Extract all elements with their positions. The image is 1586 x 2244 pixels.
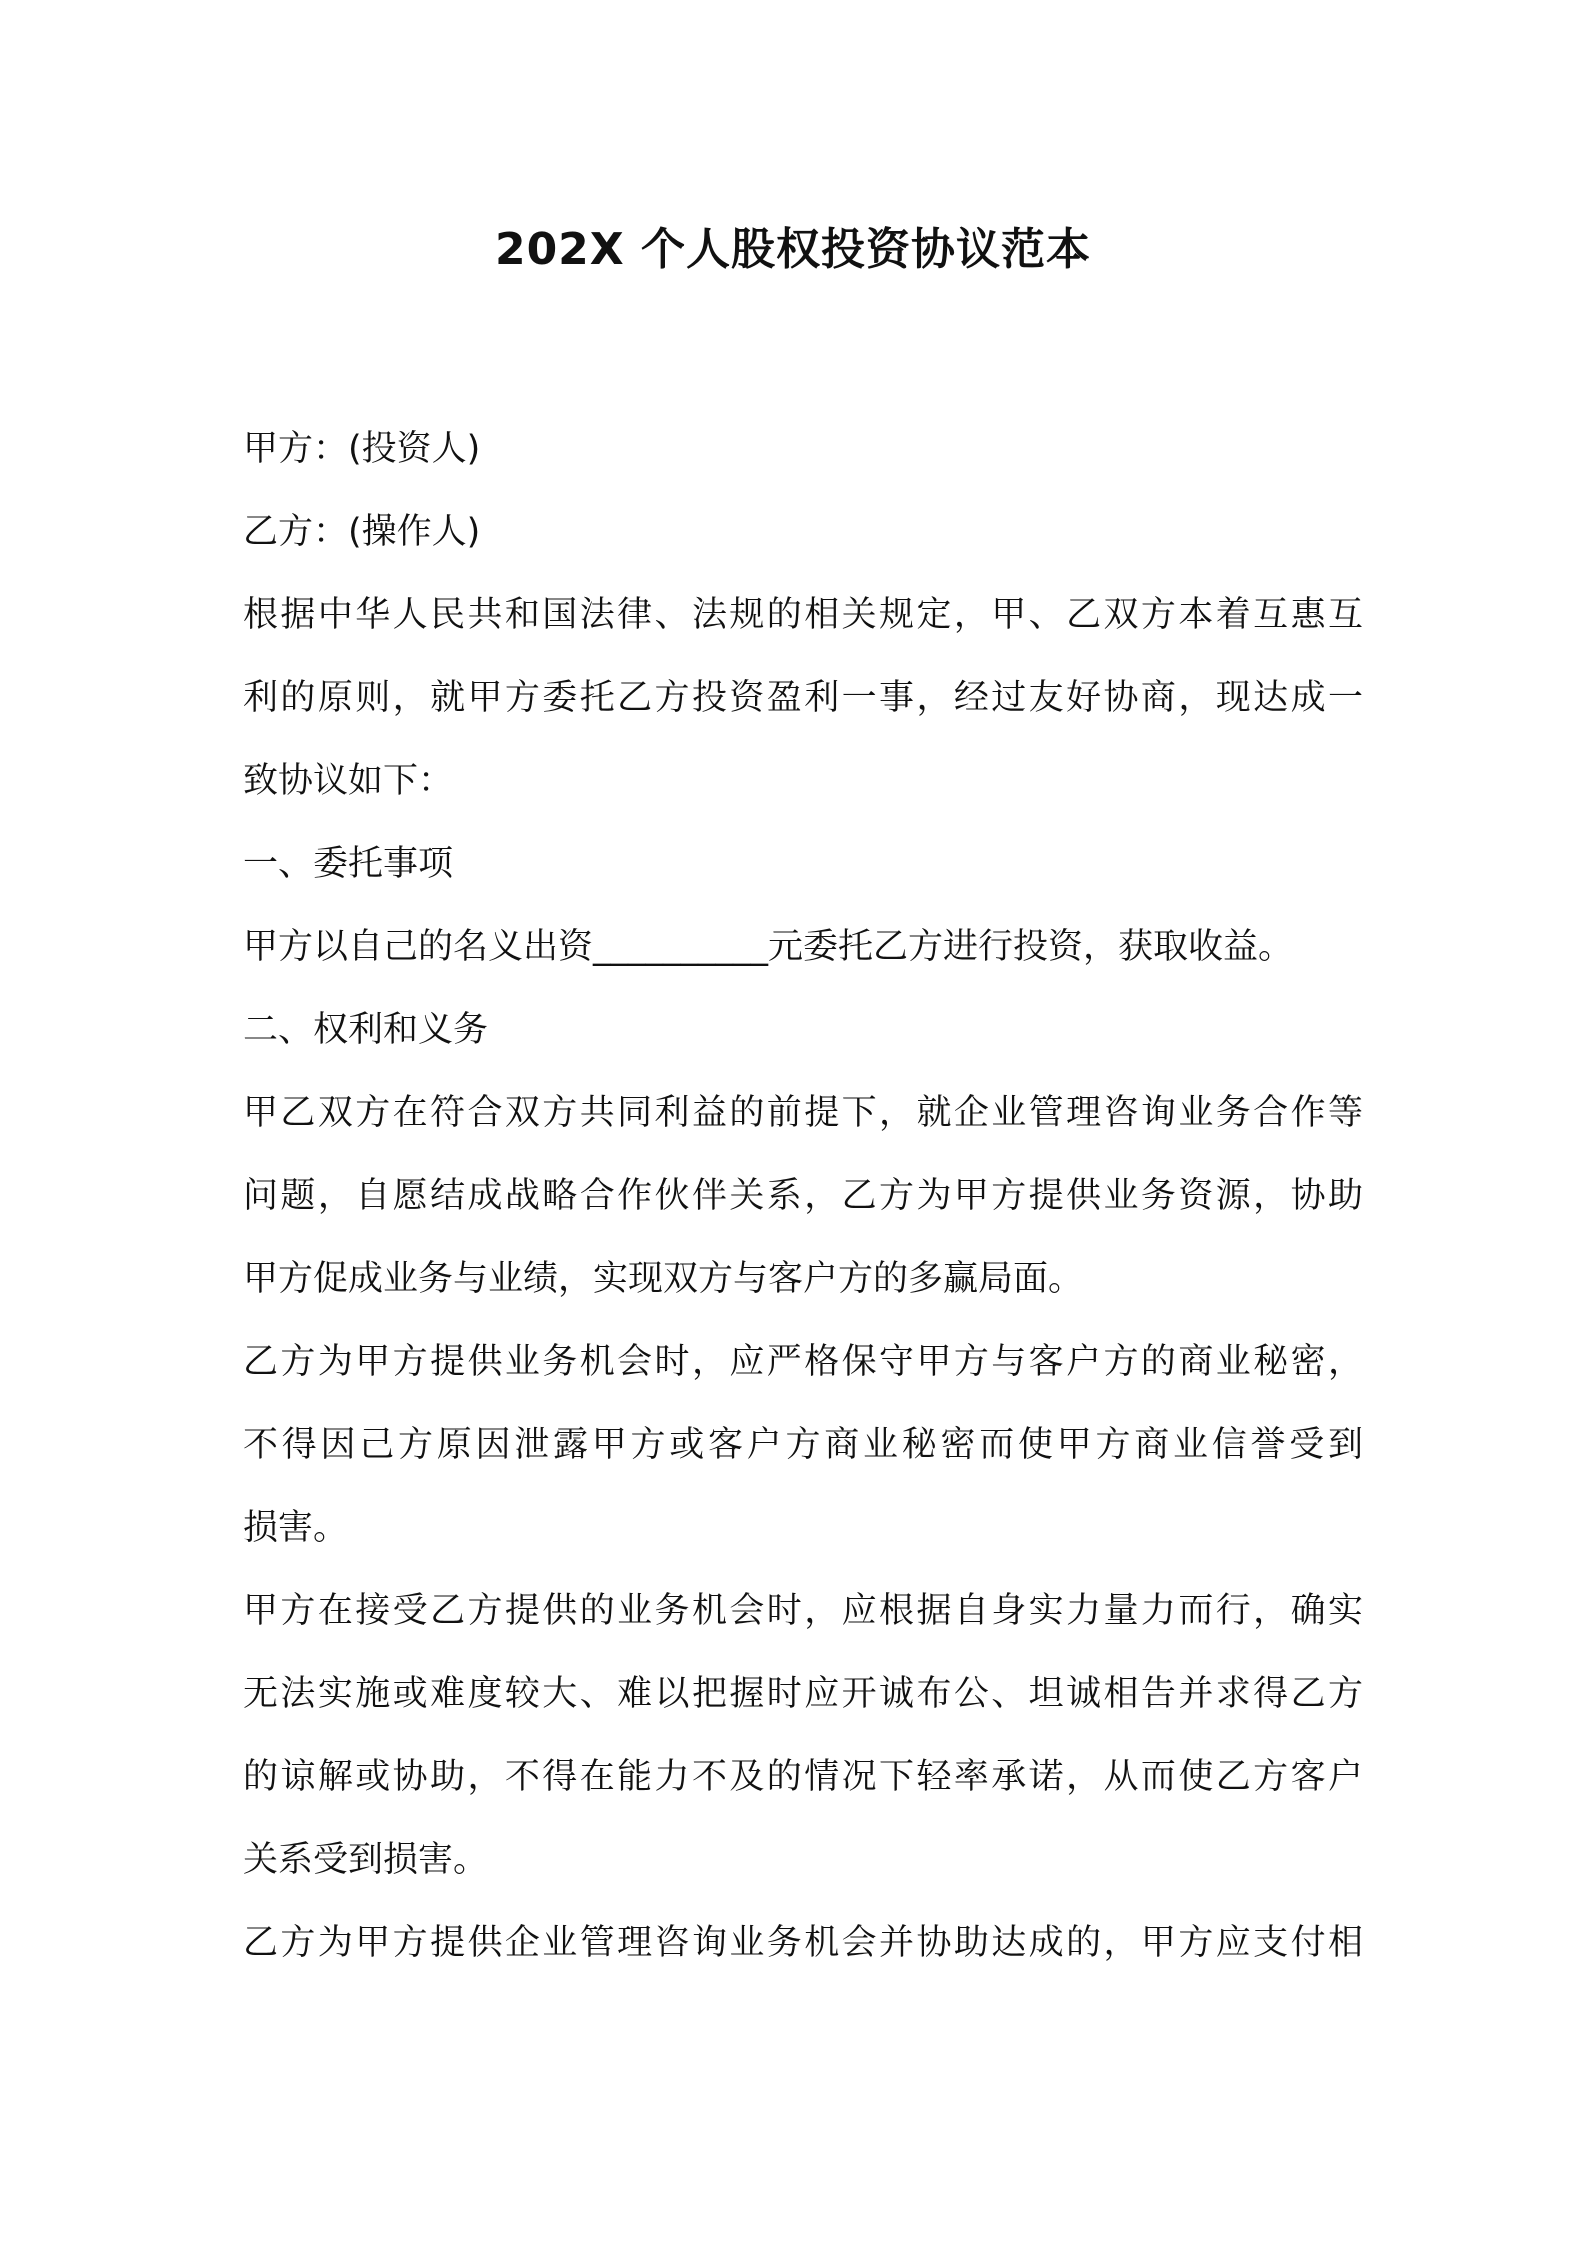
paragraph-line: 致协议如下： bbox=[243, 761, 454, 801]
paragraph-line: 的谅解或协助，不得在能力不及的情况下轻率承诺，从而使乙方客户 bbox=[243, 1757, 1363, 1797]
paragraph-line: 乙方为甲方提供企业管理咨询业务机会并协助达成的，甲方应支付相 bbox=[243, 1923, 1363, 1963]
section-heading-2: 二、权利和义务 bbox=[243, 1010, 489, 1050]
section-heading-1: 一、委托事项 bbox=[243, 844, 454, 884]
paragraph-line: 甲方在接受乙方提供的业务机会时，应根据自身实力量力而行，确实 bbox=[243, 1591, 1363, 1631]
document-title: 202X 个人股权投资协议范本 bbox=[494, 224, 1092, 275]
party-a-line: 甲方：(投资人) bbox=[243, 429, 481, 469]
paragraph-line: 利的原则，就甲方委托乙方投资盈利一事，经过友好协商，现达成一 bbox=[243, 678, 1363, 718]
paragraph-line: 根据中华人民共和国法律、法规的相关规定，甲、乙双方本着互惠互 bbox=[243, 595, 1363, 635]
paragraph-line: 关系受到损害。 bbox=[243, 1840, 489, 1880]
paragraph-line: 甲方以自己的名义出资__________元委托乙方进行投资，获取收益。 bbox=[243, 927, 1294, 967]
paragraph-line: 问题，自愿结成战略合作伙伴关系，乙方为甲方提供业务资源，协助 bbox=[243, 1176, 1363, 1216]
paragraph-line: 损害。 bbox=[243, 1508, 349, 1548]
paragraph-line: 不得因己方原因泄露甲方或客户方商业秘密而使甲方商业信誉受到 bbox=[243, 1425, 1363, 1465]
document-body bbox=[243, 408, 1363, 1985]
paragraph-line: 甲方促成业务与业绩，实现双方与客户方的多赢局面。 bbox=[243, 1259, 1084, 1299]
paragraph-line: 甲乙双方在符合双方共同利益的前提下，就企业管理咨询业务合作等 bbox=[243, 1093, 1363, 1133]
party-b-line: 乙方：(操作人) bbox=[243, 512, 481, 552]
paragraph-line: 乙方为甲方提供业务机会时，应严格保守甲方与客户方的商业秘密， bbox=[243, 1342, 1363, 1382]
paragraph-line: 无法实施或难度较大、难以把握时应开诚布公、坦诚相告并求得乙方 bbox=[243, 1674, 1363, 1714]
